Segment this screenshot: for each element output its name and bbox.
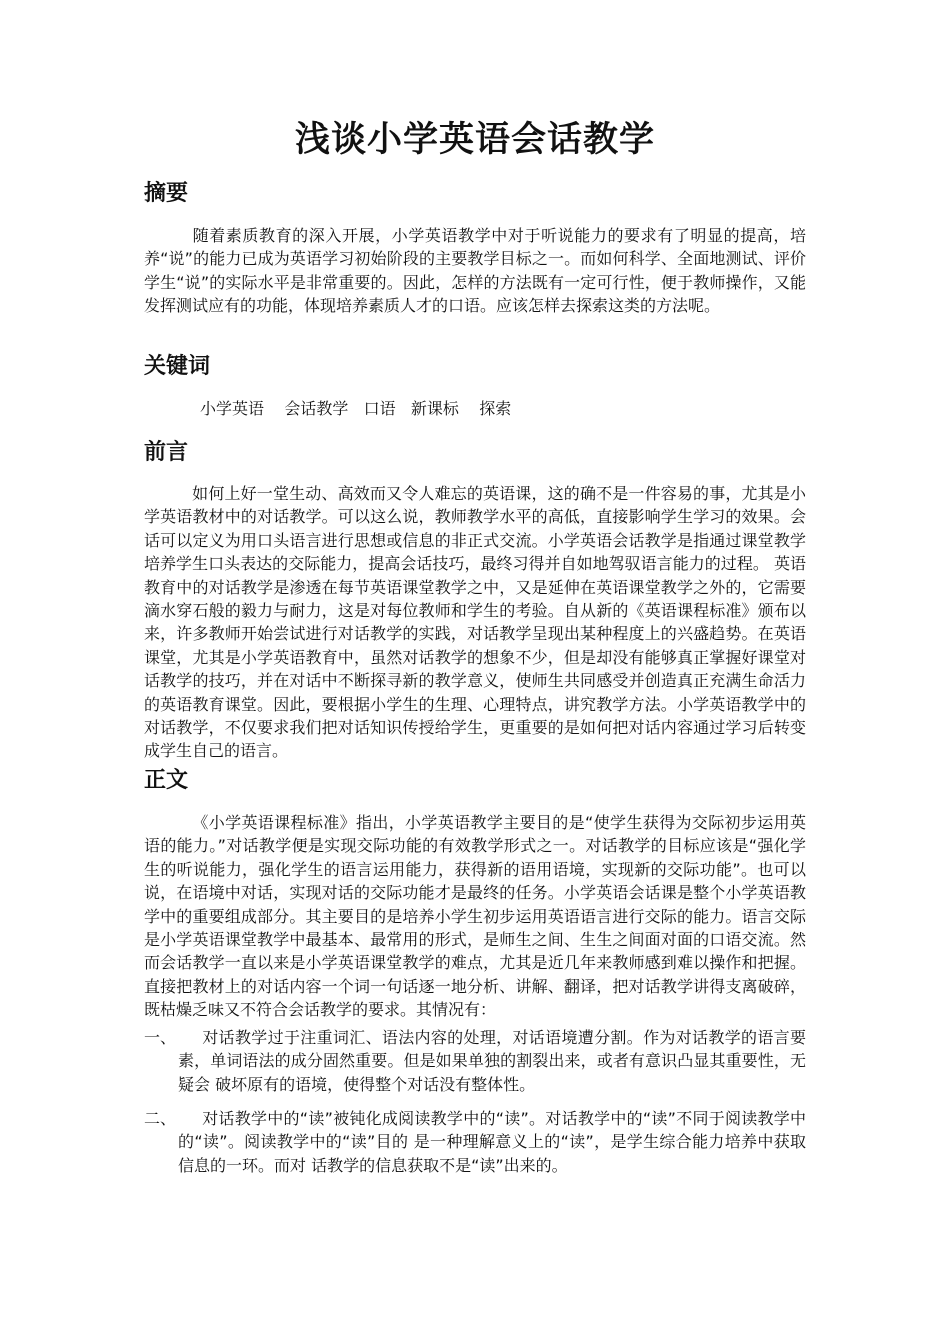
abstract-heading: 摘要 [144, 181, 189, 206]
preface-text: 如何上好一堂生动、高效而又令人难忘的英语课，这的确不是一件容易的事，尤其是小学英语教材中的对话教学。可以这么说，教师教学水平的高低，直接影响学生学习的效果。会话可以定义为用口头语言进行思想或信息的非正式交流。小学英语会话教学是指通过课堂教学培养学生口头表达的交际能力，提高会话技巧，最终习得并自如地驾驭语言能力的过程。 英语教育中的对话教学是渗透在每节英语课堂教学之中，又是延伸在英语课堂教学之外的，它需要滴水穿石般的毅力与耐力，这是对每位教师和学生的考验。自从新的《英语课程标准》颁布以来，许多教师开始尝试进行对话教学的实践，对话教学呈现出某种程度上的兴盛趋势。在英语课堂，尤其是小学英语教育中，虽然对话教学的想象不少，但是却没有能够真正掌握好课堂对话教学的技巧，并在对话中不断探寻新的教学意义，使师生共同感受并创造真正充满生命活力的英语教育课堂。因此，要根据小学生的生理、心理特点，讲究教学方法。小学英语教学中的对话教学，不仅要求我们把对话知识传授给学生，更重要的是如何把对话内容通过学习后转变成学生自己的语言。 [144, 484, 806, 761]
keywords-heading: 关键词 [144, 354, 211, 379]
list-item-text: 对话教学中的“读”被钝化成阅读教学中的“读”。对话教学中的“读”不同于阅读教学中的“读”。阅读教学中的“读”目的 是一种理解意义上的“读”，是学生综合能力培养中获取信息的一环。而对 话教学的信息获取不是“读”出来的。 [178, 1109, 806, 1175]
main-heading: 正文 [144, 768, 189, 793]
preface-heading: 前言 [144, 440, 189, 465]
document-title: 浅谈小学英语会话教学 [294, 120, 655, 160]
list-item [144, 1026, 806, 1096]
abstract-text: 随着素质教育的深入开展，小学英语教学中对于听说能力的要求有了明显的提高，培养“说”的能力已成为英语学习初始阶段的主要教学目标之一。而如何科学、全面地测试、评价学生“说”的实际水平是非常重要的。因此，怎样的方法既有一定可行性，便于教师操作，又能发挥测试应有的功能，体现培养素质人才的口语。应该怎样去探索这类的方法呢。 [144, 226, 806, 316]
main-body [144, 811, 806, 1022]
abstract-body [144, 224, 806, 318]
list-item-text: 对话教学过于注重词汇、语法内容的处理，对话语境遭分割。作为对话教学的语言要素，单词语法的成分固然重要。但是如果单独的割裂出来，或者有意识凸显其重要性，无疑会 破坏原有的语境，使得整个对话没有整体性。 [178, 1028, 806, 1094]
list-marker: 一、 [144, 1028, 177, 1047]
keywords-list: 小学英语 会话教学 口语 新课标 探索 [200, 399, 512, 418]
list-marker: 二、 [144, 1109, 177, 1128]
list-item-body [144, 1107, 806, 1177]
main-text: 《小学英语课程标准》指出，小学英语教学主要目的是“使学生获得为交际初步运用英语的能力。”对话教学便是实现交际功能的有效教学形式之一。对话教学的目标应该是“强化学生的听说能力，强化学生的语言运用能力，获得新的语用语境，实现新的交际功能”。也可以说，在语境中对话，实现对话的交际功能才是最终的任务。小学英语会话课是整个小学英语教学中的重要组成部分。其主要目的是培养小学生初步运用英语语言进行交际的能力。语言交际是小学英语课堂教学中最基本、最常用的形式，是师生之间、生生之间面对面的口语交流。然而会话教学一直以来是小学英语课堂教学的难点，尤其是近几年来教师感到难以操作和把握。直接把教材上的对话内容一个词一句话逐一地分析、讲解、翻译，把对话教学讲得支离破碎，既枯燥乏味又不符合会话教学的要求。其情况有： [144, 813, 806, 1020]
preface-body [144, 482, 806, 763]
list-item [144, 1107, 806, 1177]
list-item-body [144, 1026, 806, 1096]
